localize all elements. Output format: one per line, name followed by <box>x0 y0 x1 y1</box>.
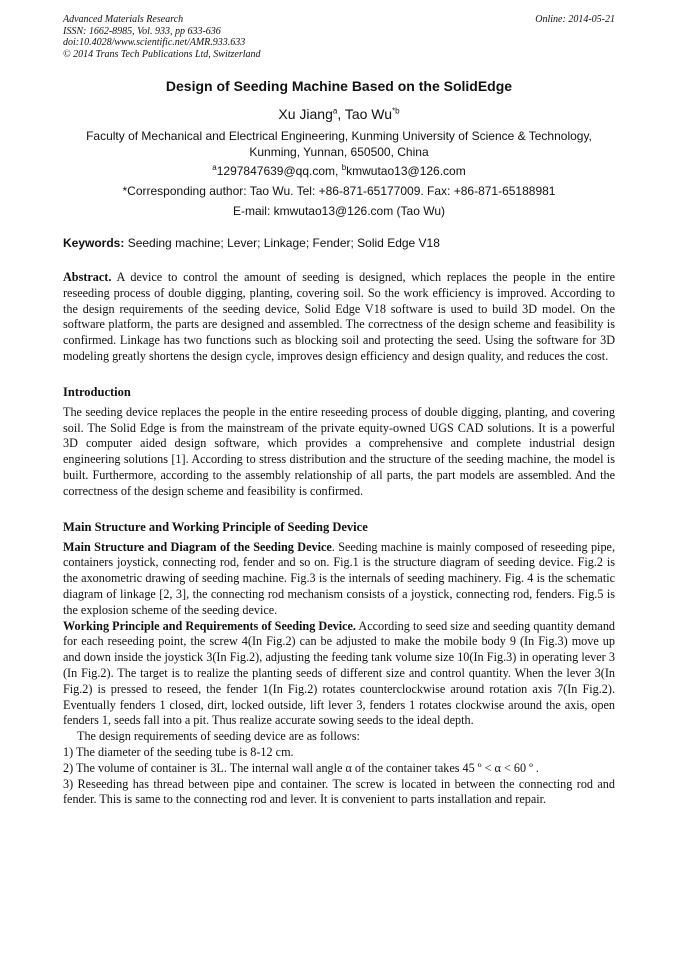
requirements-list <box>63 745 615 808</box>
issn-line: ISSN: 1662-8985, Vol. 933, pp 633-636 <box>63 25 221 37</box>
author-name: Xu Jiang <box>278 106 333 122</box>
requirements-intro: The design requirements of seeding device are as follows: <box>77 729 360 744</box>
journal-name: Advanced Materials Research <box>63 14 184 25</box>
journal-header <box>63 14 615 60</box>
corresponding-author: *Corresponding author: Tao Wu. Tel: +86-871-65177009. Fax: +86-871-65188981 <box>122 184 556 198</box>
email-address: kmwutao13@126.com <box>346 164 466 178</box>
affiliation-line: Faculty of Mechanical and Electrical Engineering, Kunming University of Science & Technology, <box>86 129 592 143</box>
section-heading: Main Structure and Working Principle of Seeding Device <box>63 519 368 534</box>
author-emails <box>63 164 615 178</box>
keywords-text: Seeding machine; Lever; Linkage; Fender; Solid Edge V18 <box>124 236 440 250</box>
subsection-structure <box>63 540 615 619</box>
copyright-line: © 2014 Trans Tech Publications Ltd, Switzerland <box>63 48 261 60</box>
subsection-label: Working Principle and Requirements of Seeding Device. <box>63 618 356 633</box>
list-item: 2) The volume of container is 3L. The internal wall angle α of the container takes 45 º < α < 60 º . <box>63 760 539 775</box>
author-separator: , <box>337 106 345 122</box>
affiliation <box>63 128 615 160</box>
email-address: 1297847639@qq.com, <box>216 164 342 178</box>
paper-title: Design of Seeding Machine Based on the SolidEdge <box>165 78 513 94</box>
author-name: Tao Wu <box>344 106 393 122</box>
subsection-label: Main Structure and Diagram of the Seeding Device <box>63 539 332 554</box>
list-item: 3) Reseeding has thread between pipe and container. The screw is located in between the connecting rod and fender. This is same to the connecting rod and lever. It is convenient to parts installation and repair. <box>63 776 615 807</box>
abstract-label: Abstract. <box>63 270 112 284</box>
author-superscript: *b <box>392 106 400 116</box>
keywords <box>63 236 615 250</box>
author-superscript: a <box>332 106 338 116</box>
subsection-text: . Seeding machine is mainly composed of reseeding pipe, containers joystick, connecting rod, fender and so on. Fig.1 is the structure diagram of seeding device. Fig.2 is the axonometric drawing of seeding machine. Fig.3 is the internals of seeding machinery. Fig. 4 is the schematic diagram of linkage [2, 3], the connecting rod mechanism consists of a joystick, connecting rod, fenders. Fig.5 is the explosion scheme of the seeding device. <box>63 539 615 617</box>
list-item: 1) The diameter of the seeding tube is 8-12 cm. <box>63 744 294 759</box>
introduction-heading: Introduction <box>63 384 131 399</box>
affiliation-line: Kunming, Yunnan, 650500, China <box>249 145 429 159</box>
doi-line: doi:10.4028/www.scientific.net/AMR.933.633 <box>63 37 246 48</box>
corresponding-email: E-mail: kmwutao13@126.com (Tao Wu) <box>232 204 446 218</box>
keywords-label: Keywords: <box>63 236 125 250</box>
abstract <box>63 270 615 365</box>
author-list <box>63 106 615 122</box>
paper-page <box>63 14 615 808</box>
introduction-text: The seeding device replaces the people in the entire reseeding process of double digging, planting, and covering soil. The Solid Edge is from the mainstream of the private equity-owned UGS CAD solutions. It is a powerful 3D computer aided design software, which provides a comprehensive and complete industrial design engineering solutions [1]. According to stress distribution and the structure of the seeding machine, the model is built. Furthermore, according to the assembly relationship of all parts, the part models are assembled. And the correctness of the design scheme and feasibility is confirmed. <box>63 404 615 498</box>
online-date: Online: 2014-05-21 <box>535 14 615 25</box>
subsection-working-principle <box>63 619 615 730</box>
subsection-text: According to seed size and seeding quantity demand for each reseeding point, the screw 4(In Fig.2) can be adjusted to make the mobile body 9 (In Fig.3) move up and down inside the joystick 3(In Fig.2), adjusting the feeding tank volume size 10(In Fig.3) in operating lever 3 (In Fig.2). The target is to realize the planting seeds of different size and control quantity. When the lever 3(In Fig.2) is pressed to reseed, the fender 1(In Fig.2) rotates counterclockwise around rotation axis 7(In Fig.2). Eventually fenders 1 closed, dirt, locked outside, lift lever 3, fenders 1 rotates clockwise around the axis, open fenders 1, seeds fall into a pit. Thus realize accurate sowing seeds to the ideal depth. <box>63 618 616 728</box>
abstract-text: A device to control the amount of seeding is designed, which replaces the people in the entire reseeding process of double digging, planting, covering soil. So the work efficiency is improved. According to the design requirements of the seeding device, Solid Edge V18 software is used to build 3D model. On the software platform, the parts are designed and assembled. The correctness of the design scheme and feasibility is confirmed. Linkage has two functions such as blocking soil and protecting the seed. Using the software for 3D modeling greatly shortens the design cycle, improves design efficiency and design quality, and reduces the cost. <box>63 270 615 363</box>
email-superscript: a <box>212 163 217 172</box>
email-superscript: b <box>341 163 347 172</box>
